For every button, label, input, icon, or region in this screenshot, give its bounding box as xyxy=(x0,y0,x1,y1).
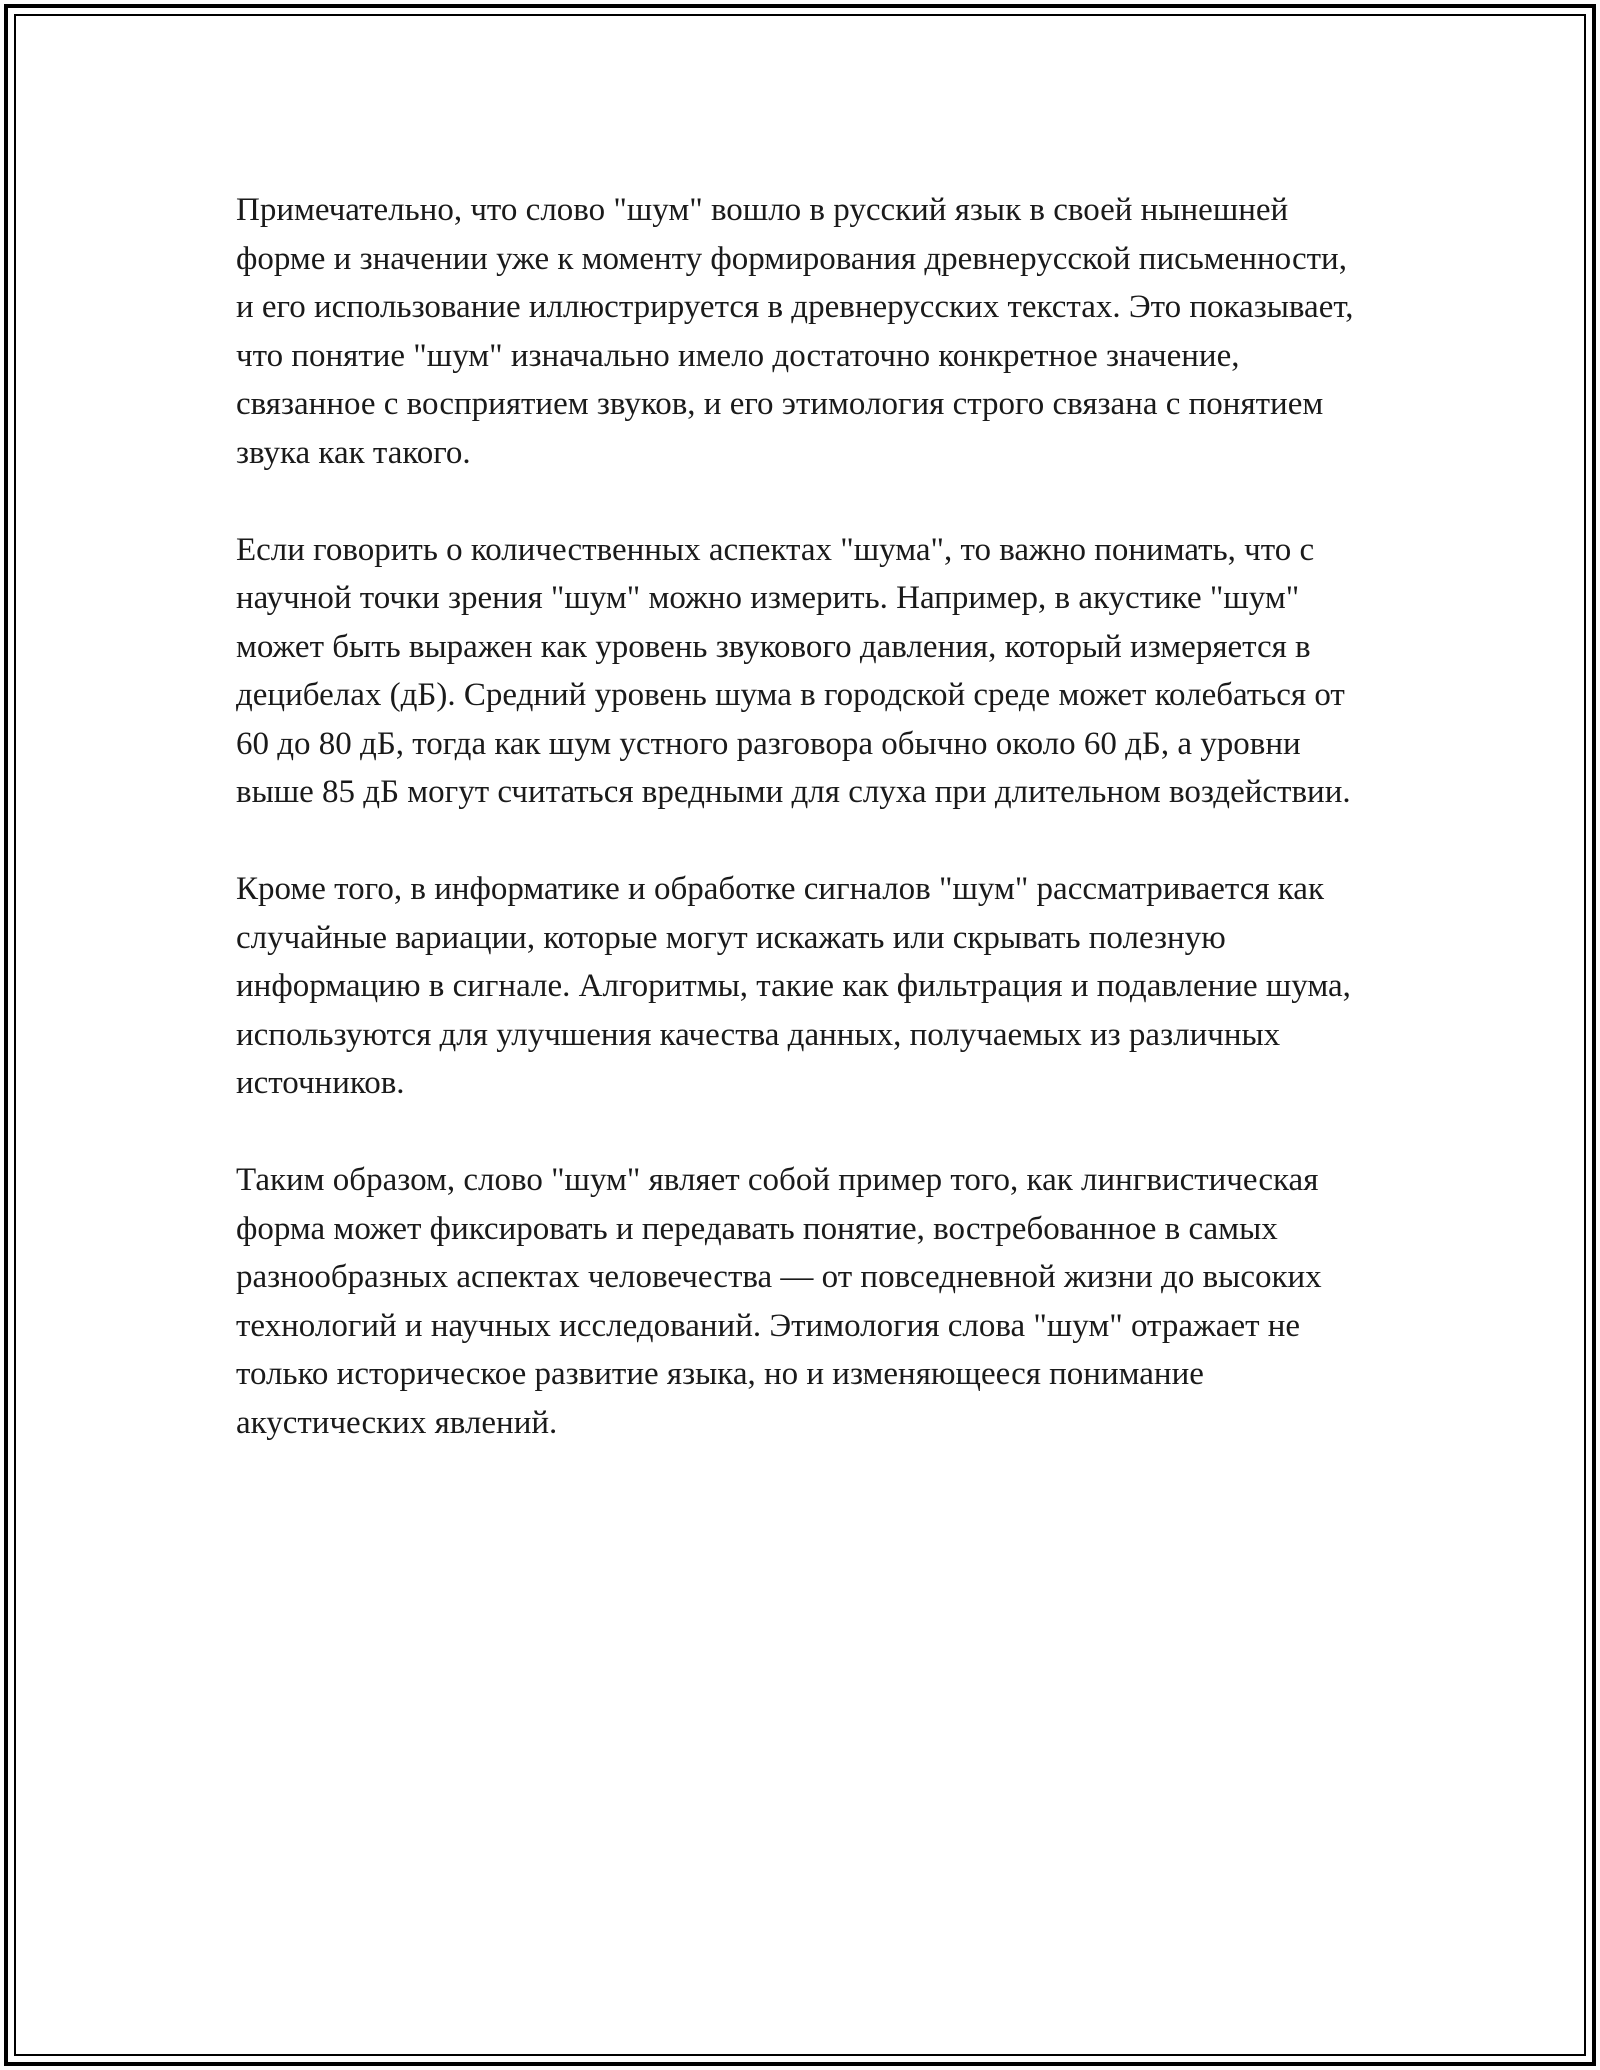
paragraph: Кроме того, в информатике и обработке сигналов "шум" рассматривается как случайные вариации, которые могут искажать или скрывать полезную информацию в сигнале. Алгоритмы, такие как фильтрация и подавление шума, используются для улучшения качества данных, получаемых из различных источников. xyxy=(236,871,1351,1101)
paragraph: Примечательно, что слово "шум" вошло в русский язык в своей нынешней форме и значении уже к моменту формирования древнерусской письменности, и его использование иллюстрируется в древнерусских текстах. Это показывает, что понятие "шум" изначально имело достаточно конкретное значение, связанное с восприятием звуков, и его этимология строго связана с понятием звука как такого. xyxy=(236,192,1354,471)
document-body xyxy=(236,186,1372,1496)
paragraph: Если говорить о количественных аспектах "шума", то важно понимать, что с научной точки зрения "шум" можно измерить. Например, в акустике "шум" может быть выражен как уровень звукового давления, который измеряется в децибелах (дБ). Средний уровень шума в городской среде может колебаться от 60 до 80 дБ, тогда как шум устного разговора обычно около 60 дБ, а уровни выше 85 дБ могут считаться вредными для слуха при длительном воздействии. xyxy=(236,531,1351,810)
paragraph: Таким образом, слово "шум" являет собой пример того, как лингвистическая форма может фиксировать и передавать понятие, востребованное в самых разнообразных аспектах человечества — от повседневной жизни до высоких технологий и научных исследований. Этимология слова "шум" отражает не только историческое развитие языка, но и изменяющееся понимание акустических явлений. xyxy=(236,1162,1322,1441)
